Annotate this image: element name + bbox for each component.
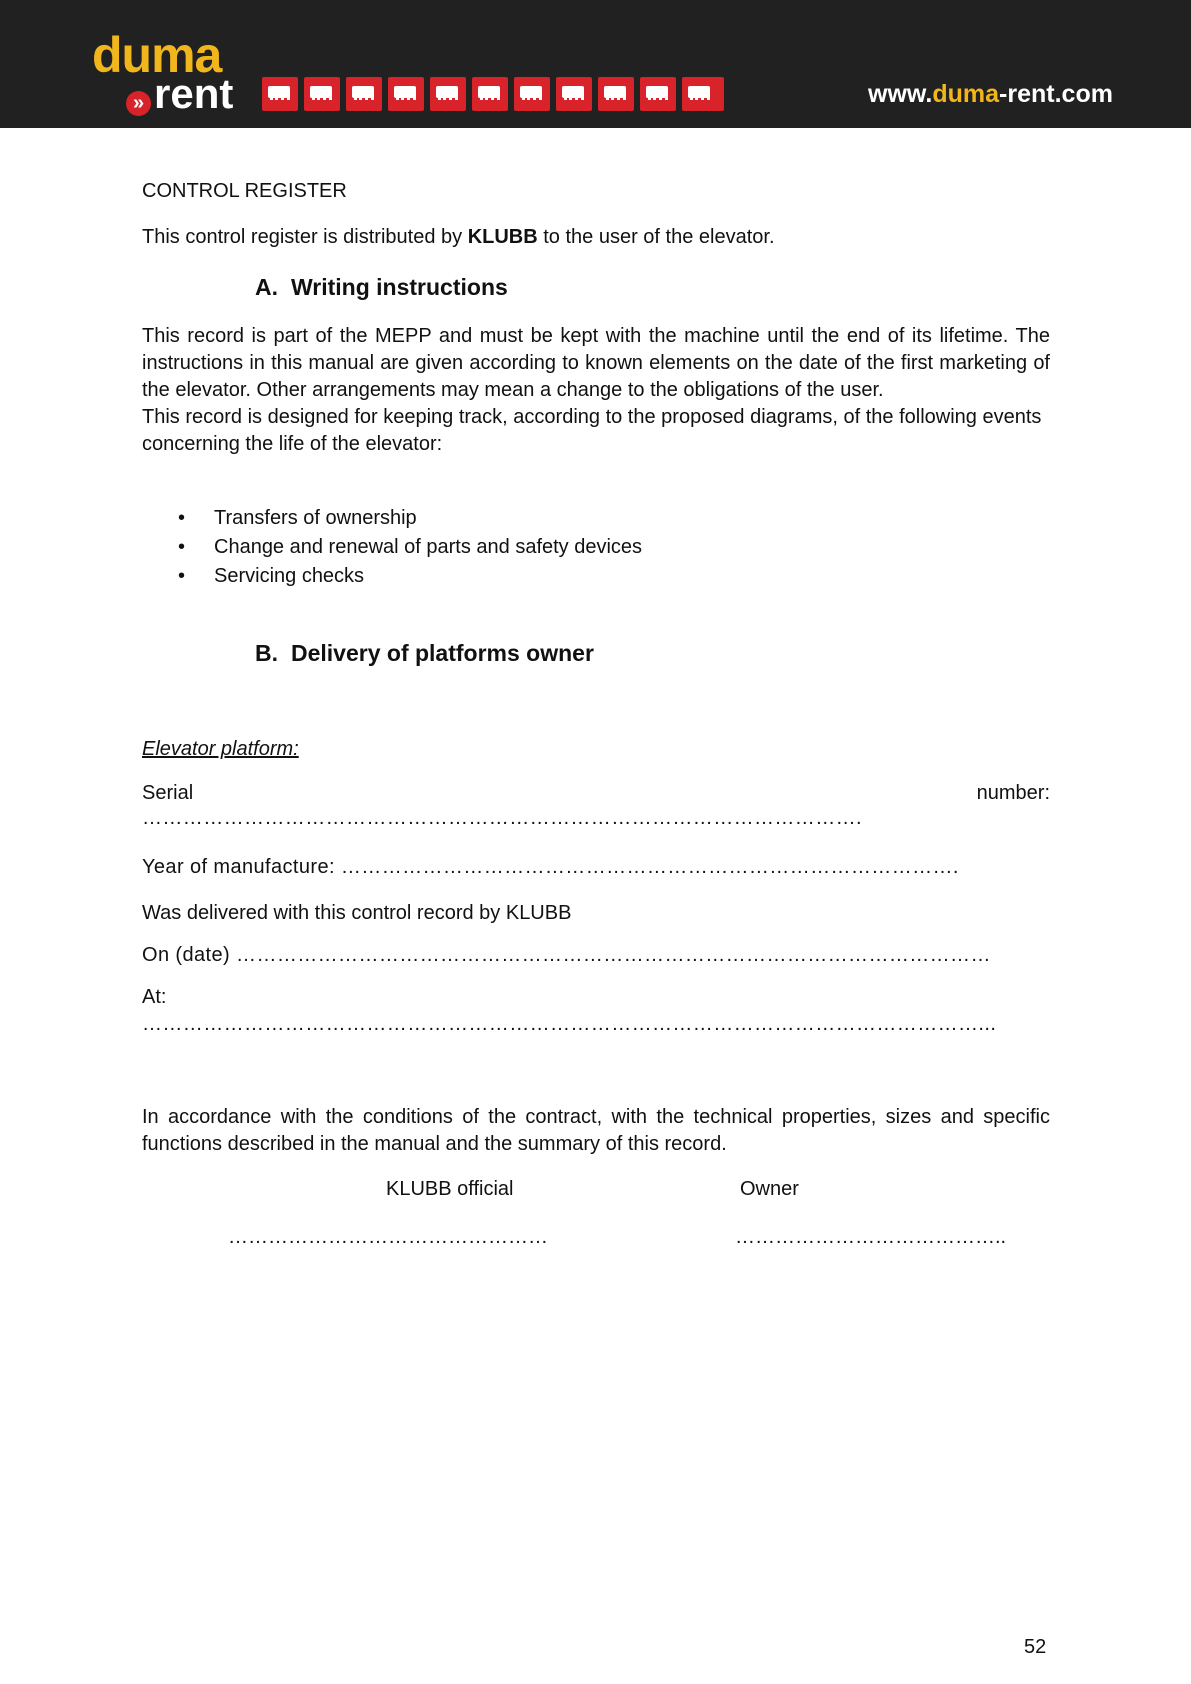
- section-b-title: Delivery of platforms owner: [291, 640, 594, 666]
- owner-label: Owner: [740, 1178, 799, 1200]
- intro-block: [142, 224, 1050, 251]
- intro-klubb: KLUBB: [467, 226, 538, 248]
- truck-crane-icon: [514, 77, 550, 111]
- document-title-block: [142, 178, 1050, 205]
- section-b-heading: [255, 640, 594, 667]
- serial-number-row: [142, 782, 1050, 805]
- elevator-platform-text: Elevator platform:: [142, 738, 299, 760]
- owner-signature-line: …………………………………..: [735, 1226, 1007, 1248]
- logo-duma-text: duma: [92, 27, 222, 83]
- page-header: [0, 0, 1191, 128]
- boom-lift-icon: [640, 77, 676, 111]
- logo-arrow-icon: »: [126, 91, 151, 116]
- elevator-platform-label: [142, 736, 1050, 763]
- closing-paragraph-block: [142, 1104, 1050, 1158]
- writing-instructions-text: [142, 323, 1050, 458]
- excavator-icon: [556, 77, 592, 111]
- events-list-block: [142, 504, 1050, 591]
- list-item: • Servicing checks: [142, 562, 1050, 591]
- klubb-signature-line: …………………………………………: [228, 1226, 548, 1248]
- intro-before: This control register is distributed by: [142, 226, 468, 248]
- serial-number-dots: …………………………………………………………………………………………….: [142, 807, 862, 829]
- page-number: 52: [1024, 1636, 1047, 1658]
- machine-icon-strip: [262, 77, 724, 111]
- closing-paragraph: In accordance with the conditions of the contract, with the technical properties, sizes and specific functions described in the manual and the summary of this record.: [142, 1106, 1050, 1155]
- year-of-manufacture-field: [142, 854, 1050, 881]
- section-a-letter: A.: [255, 274, 278, 300]
- telehandler-icon: [598, 77, 634, 111]
- klubb-official-label: KLUBB official: [386, 1178, 514, 1200]
- compactor-icon: [472, 77, 508, 111]
- serial-label: Serial: [142, 782, 194, 804]
- url-suffix: -rent.com: [999, 80, 1113, 108]
- number-label: number:: [976, 782, 1050, 804]
- at-label: At:: [142, 986, 167, 1008]
- url-prefix: www.: [868, 80, 933, 108]
- section-a-title: Writing instructions: [291, 274, 508, 300]
- serial-number-field: [142, 782, 1050, 832]
- scissor-lift-icon: [346, 77, 382, 111]
- duma-rent-logo: [92, 27, 242, 117]
- list-item: • Transfers of ownership: [142, 504, 1050, 533]
- section-b-letter: B.: [255, 640, 278, 666]
- skid-steer-icon: [262, 77, 298, 111]
- at-field: [142, 984, 1050, 1038]
- elevator-platform-label-block: [142, 736, 1050, 763]
- events-list: [142, 504, 1050, 591]
- paragraph-2: This record is designed for keeping track, according to the proposed diagrams, of the following events concerning the life of the elevator:: [142, 406, 1042, 455]
- at-dots: ……………………………………………………………………………………………………………...: [142, 1013, 997, 1035]
- delivered-statement: [142, 900, 1050, 927]
- website-url: [868, 80, 1113, 109]
- paragraph-1: This record is part of the MEPP and must be kept with the machine until the end of its lifetime. The instructions in this manual are given according to known elements on the date of the first marketing of the elevator. Other arrangements may mean a change to the obligations of the user.: [142, 325, 1050, 401]
- intro-after: to the user of the elevator.: [537, 226, 775, 248]
- mini-excavator-icon: [388, 77, 424, 111]
- on-date-field: [142, 942, 1050, 969]
- url-accent: duma: [932, 80, 1000, 108]
- list-item: • Change and renewal of parts and safety devices: [142, 533, 1050, 562]
- loader-icon: [430, 77, 466, 111]
- forklift-icon: [304, 77, 340, 111]
- spider-lift-icon: [682, 77, 724, 111]
- document-title: CONTROL REGISTER: [142, 180, 347, 202]
- section-a-heading: [255, 274, 508, 301]
- logo-rent-text: rent: [154, 70, 234, 117]
- year-of-manufacture-label: Year of manufacture: ……………………………………………………………………………….: [142, 856, 959, 878]
- intro-sentence: [142, 224, 1050, 251]
- delivered-text: Was delivered with this control record by KLUBB: [142, 902, 572, 924]
- on-date-label: On (date) …………………………………………………………………………………………………: [142, 944, 991, 966]
